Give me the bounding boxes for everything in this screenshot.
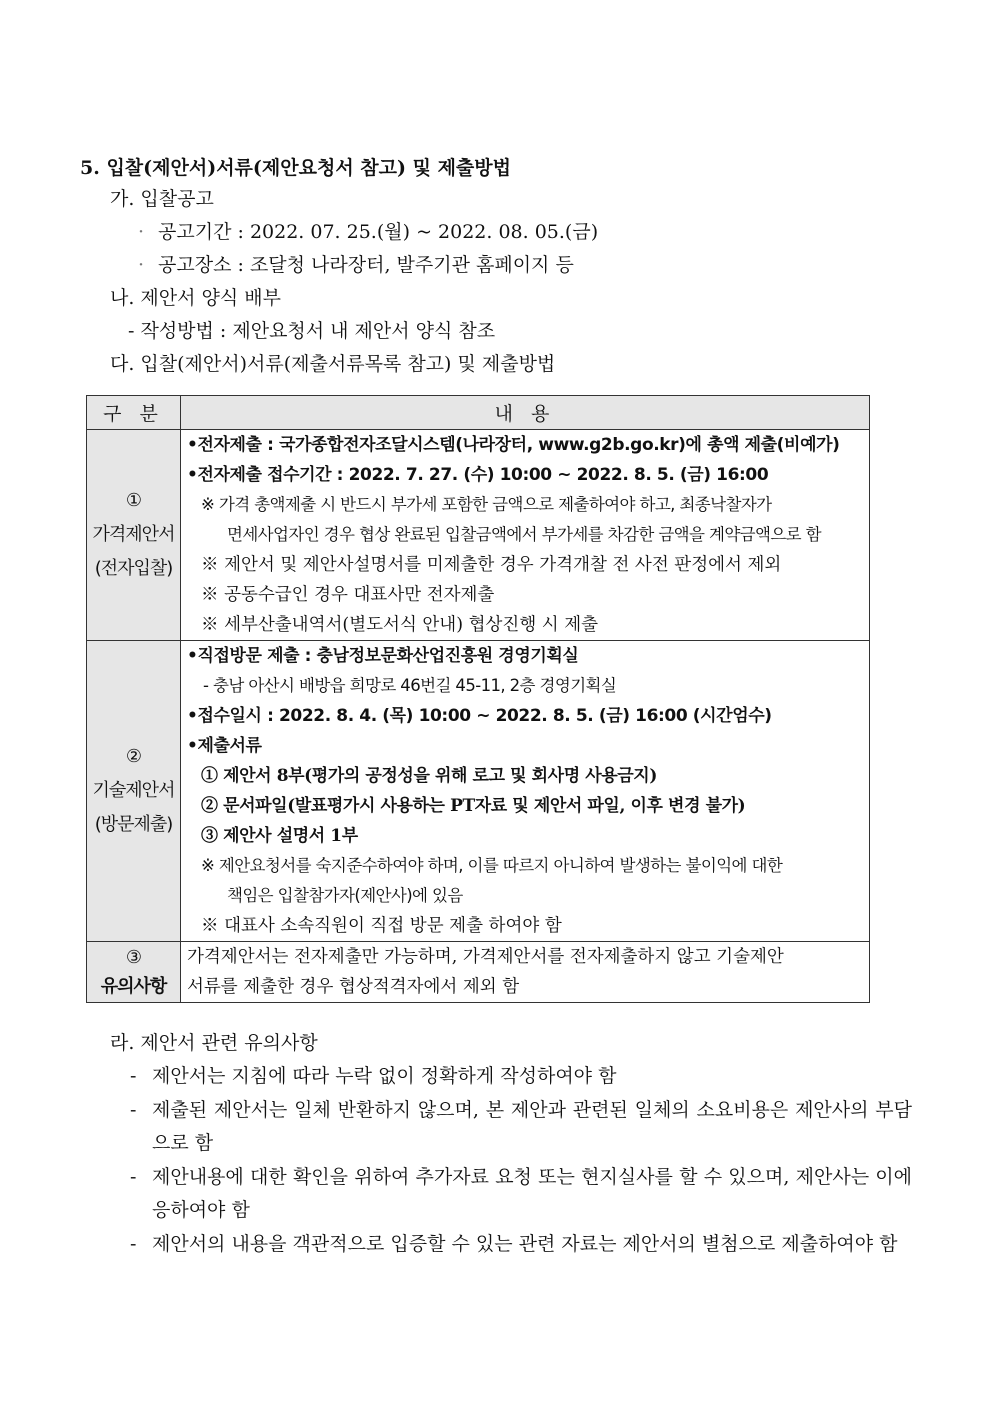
writing-method: - 작성방법 : 제안요청서 내 제안서 양식 참조 [128, 320, 496, 342]
content-line: ※ 제안요청서를 숙지준수하여야 하며, 이를 따르지 아니하여 발생하는 불이익에 대한 [201, 856, 783, 875]
content-line: ※ 공동수급인 경우 대표사만 전자제출 [201, 585, 495, 605]
content-line: •직접방문 제출 : 충남정보문화산업진흥원 경영기획실 [187, 646, 579, 666]
row-content-price [181, 430, 870, 641]
row-label-sub: (전자입찰) [94, 558, 173, 579]
content-line: 책임은 입찰참가자(제안사)에 있음 [227, 886, 463, 905]
table-row [87, 430, 870, 641]
row-category-notice [87, 942, 181, 1003]
row-label: 가격제안서 [92, 524, 175, 545]
content-line: ※ 세부산출내역서(별도서식 안내) 협상진행 시 제출 [201, 615, 599, 635]
dash-marker: - [130, 1233, 137, 1255]
list-item-text: 제안내용에 대한 확인을 위하여 추가자료 요청 또는 현지실사를 할 수 있으며, 제안사는 이에 응하여야 함 [152, 1166, 912, 1221]
subsection-da-heading: 다. 입찰(제안서)서류(제출서류목록 참고) 및 제출방법 [110, 353, 556, 375]
subsection-na-heading: 나. 제안서 양식 배부 [110, 287, 281, 309]
dash-marker: - [130, 1065, 137, 1087]
list-item-text: 제출된 제안서는 일체 반환하지 않으며, 본 제안과 관련된 일체의 소요비용은 제안사의 부담으로 함 [152, 1099, 912, 1154]
table-row [87, 641, 870, 942]
subsection-ga-heading: 가. 입찰공고 [110, 188, 214, 210]
notice-location: 공고장소 : 조달청 나라장터, 발주기관 홈페이지 등 [158, 254, 574, 276]
row-number: ② [125, 746, 142, 767]
content-line: •전자제출 접수기간 : 2022. 7. 27. (수) 10:00 ~ 2022. 8. 5. (금) 16:00 [187, 465, 769, 485]
row-label-sub: (방문제출) [94, 814, 173, 835]
middle-dot-icon: · [138, 254, 145, 276]
content-line: ※ 가격 총액제출 시 반드시 부가세 포함한 금액으로 제출하여야 하고, 최종낙찰자가 [201, 495, 772, 514]
list-item [130, 1094, 912, 1160]
content-line: ① 제안서 8부(평가의 공정성을 위해 로고 및 회사명 사용금지) [201, 766, 657, 786]
content-line: •접수일시 : 2022. 8. 4. (목) 10:00 ~ 2022. 8. 5. (금) 16:00 (시간엄수) [187, 706, 772, 726]
bullet-item [138, 253, 574, 277]
bullet-item [138, 220, 598, 244]
row-content-tech [181, 641, 870, 942]
section-title: 5. 입찰(제안서)서류(제안요청서 참고) 및 제출방법 [80, 157, 511, 179]
row-label: 기술제안서 [92, 780, 175, 801]
dash-marker: - [130, 1099, 137, 1121]
notice-period: 공고기간 : 2022. 07. 25.(월) ~ 2022. 08. 05.(금) [158, 221, 599, 243]
content-line: •제출서류 [187, 736, 262, 756]
row-number: ③ [125, 947, 142, 968]
content-line: ※ 대표사 소속직원이 직접 방문 제출 하여야 함 [201, 916, 562, 936]
header-content: 내 용 [181, 396, 870, 430]
list-item [130, 1060, 912, 1093]
list-item [130, 1228, 912, 1261]
middle-dot-icon: · [138, 221, 145, 243]
list-item-text: 제안서는 지침에 따라 누락 없이 정확하게 작성하여야 함 [152, 1065, 617, 1087]
table-header-row [87, 396, 870, 430]
content-line: ② 문서파일(발표평가시 사용하는 PT자료 및 제안서 파일, 이후 변경 불가) [201, 796, 746, 816]
content-line: 면세사업자인 경우 협상 완료된 입찰금액에서 부가세를 차감한 금액을 계약금액으로 함 [227, 525, 822, 544]
content-line: •전자제출 : 국가종합전자조달시스템(나라장터, www.g2b.go.kr)에 총액 제출(비예가) [187, 435, 840, 455]
row-category-tech [87, 641, 181, 942]
submission-table [86, 395, 870, 1003]
content-line: 가격제안서는 전자제출만 가능하며, 가격제안서를 전자제출하지 않고 기술제안 [187, 947, 784, 967]
dash-marker: - [130, 1166, 137, 1188]
row-content-notice [181, 942, 870, 1003]
table-row [87, 942, 870, 1003]
content-line: ※ 제안서 및 제안사설명서를 미제출한 경우 가격개찰 전 사전 판정에서 제외 [201, 555, 782, 575]
content-line: ③ 제안사 설명서 1부 [201, 826, 358, 846]
content-line: - 충남 아산시 배방읍 희망로 46번길 45-11, 2층 경영기획실 [203, 676, 617, 695]
list-item [130, 1161, 912, 1227]
row-label: 유의사항 [100, 976, 167, 997]
subsection-ra-heading: 라. 제안서 관련 유의사항 [110, 1032, 318, 1054]
row-category-price [87, 430, 181, 641]
content-line: 서류를 제출한 경우 협상적격자에서 제외 함 [187, 977, 520, 997]
header-category: 구 분 [87, 396, 181, 430]
list-item-text: 제안서의 내용을 객관적으로 입증할 수 있는 관련 자료는 제안서의 별첨으로 제출하여야 함 [152, 1233, 898, 1255]
row-number: ① [125, 490, 142, 511]
